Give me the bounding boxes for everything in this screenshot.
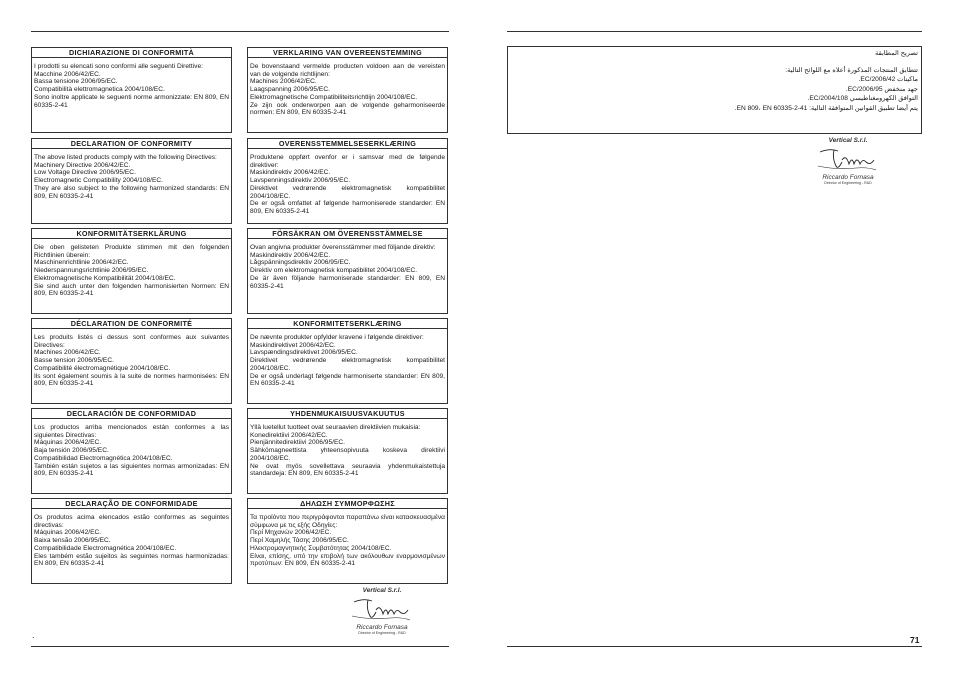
declaration-portuguese (31, 498, 232, 584)
bottom-rule-right (507, 646, 922, 647)
section-body: De bovenstaand vermelde producten voldoen aan de vereisten van de volgende richtlijnen: Machines 2006/42/EC. Laagspanning 2006/95/EC. Elektromagnetische Compatibiliteitsrichtlijn 2004/108/EC. Ze zijn ook onderworpen aan de volgende geharmoniseerde normen: EN 809, EN 60335-2-41 (250, 63, 445, 117)
declaration-arabic (507, 46, 922, 134)
section-body: Los productos arriba mencionados están conformes a las siguientes Directivas: Máquinas 2006/42/EC. Baja tensión 2006/95/EC. Compatibilidad Electromagnética 2004/108/EC. También están sujetos a las siguientes normas armonizadas: EN 809, EN 60335-2-41 (34, 424, 229, 478)
section-title: YHDENMUKAISUUSVAKUUTUS (248, 409, 447, 419)
section-body: Produktene oppført ovenfor er i samsvar med de følgende direktiver: Maskindirektiv 2006/42/EC. Lavspenningsdirektiv 2006/95/EC. Direktivet vedrørende elektromagnetisk kompatibilitet 2004/108/EC. De er også omfattet af følgende harmoniserede standarder: EN 809, EN 60335-2-41 (250, 154, 445, 215)
footer-left-mark: . (32, 630, 35, 640)
signature-icon (816, 144, 880, 174)
section-title: KONFORMITETSERKLÆRING (248, 319, 447, 329)
company-name: Vertical S.r.l. (828, 137, 868, 144)
section-body: I prodotti su elencati sono conformi alle seguenti Direttive: Macchine 2006/42/EC. Bassa tensione 2006/95/EC. Compatibilità elettromagnetica 2004/108/EC. Sono inoltre applicate le seguenti norme armonizzate: EN 809, EN 60335-2-41 (34, 63, 229, 109)
declaration-italian (31, 47, 232, 133)
top-rule-right (507, 31, 922, 32)
declaration-german (31, 228, 232, 314)
section-body: Die oben gelisteten Produkte stimmen mit den folgenden Richtlinien überein: Maschinenrichtlinie 2006/42/EC. Niederspannungsrichtlinie 2006/95/EC. Elektromagnetische Kompatibilität 2004/108/EC. Sie sind auch unter den folgenden harmonisierten Normen: EN 809, EN 60335-2-41 (34, 244, 229, 298)
section-title: DÉCLARATION DE CONFORMITÉ (32, 319, 231, 329)
declaration-dutch (247, 47, 448, 133)
declaration-finnish (247, 408, 448, 494)
company-name: Vertical S.r.l. (362, 587, 402, 594)
signer-role: Director of Engineering - R&D (358, 631, 406, 635)
section-body: Les produits listés ci dessus sont conformes aux suivantes Directives: Machines 2006/42/EC. Basse tension 2006/95/EC. Compatibilité électromagnétique 2004/108/EC. Ils sont également soumis à la suite de normes harmonisées: EN 809, EN 60335-2-41 (34, 334, 229, 388)
signature-block-left (342, 587, 422, 635)
signer-role: Director of Engineering - R&D (824, 181, 872, 185)
arabic-title: تصريح المطابقة (875, 50, 918, 57)
section-body: The above listed products comply with the following Directives: Machinery Directive 2006/42/EC. Low Voltage Directive 2006/95/EC. Electromagnetic Compatibility 2004/108/EC. They are also subject to the following harmonized standards: EN 809, EN 60335-2-41 (34, 154, 229, 200)
section-title: DICHIARAZIONE DI CONFORMITÀ (32, 48, 231, 58)
signer-name: Riccardo Fornasa (356, 624, 408, 631)
section-title: ΔΗΛΩΣΗ ΣΥΜΜΟΡΦΩΣΗΣ (248, 499, 447, 509)
section-title: OVERENSSTEMMELSESERKLÆRING (248, 139, 447, 149)
section-body: Τα προϊόντα που περιγράφονται παραπάνω είναι κατασκευασμένα σύμφωνα με τις εξής Οδηγίες: Περί Μηχανών 2006/42/EC. Περί Χαμηλής Τάσης 2006/95/EC. Ηλεκτρομαγνητικής Συμβατότητας 2004/108/EC. Είναι, επίσης, υπό την επιβολή των ακόλουθων εναρμονισμένων προτύπων: EN 809, EN 60335-2-41 (250, 514, 445, 568)
section-title: FÖRSÄKRAN OM ÖVERENSSTÄMMELSE (248, 229, 447, 239)
section-title: KONFORMITÄTSERKLÄRUNG (32, 229, 231, 239)
declaration-french (31, 318, 232, 404)
declaration-norwegian (247, 138, 448, 224)
arabic-body: تتطابق المنتجات المذكورة أعلاه مع اللوائح التالية: ماكينات 2006/42/EC. جهد منخفض 2006/95/EC. التوافق الكهرومغناطيسي 2004/108/EC. يتم أيضا تطبيق القوانين المتوافقة التالية: EN 809، EN 60335-2-41. (734, 66, 918, 112)
page-number: 71 (910, 635, 920, 645)
declaration-danish (247, 318, 448, 404)
declaration-greek (247, 498, 448, 584)
declaration-spanish (31, 408, 232, 494)
section-body: Ovan angivna produkter överensstämmer med följande direktiv: Maskindirektiv 2006/42/EC. Lågspänningsdirektiv 2006/95/EC. Direktiv om elektromagnetisk kompatibilitet 2004/108/EC. De är även följande harmoniserade standarder: EN 809, EN 60335-2-41 (250, 244, 445, 290)
declaration-english (31, 138, 232, 224)
signature-block-right (808, 137, 888, 185)
signer-name: Riccardo Fornasa (822, 174, 874, 181)
section-body: De nævnte produkter opfylder kravene i følgende direktiver: Maskindirektivet 2006/42/EC. Lavspændingsdirektivet 2006/95/EC. Direktivet vedrørende elektromagnetisk kompatibilitet 2004/108/EC. De er også underlagt følgende harmoniserte standarder: EN 809, EN 60335-2-41 (250, 334, 445, 388)
section-title: VERKLARING VAN OVEREENSTEMMING (248, 48, 447, 58)
section-title: DECLARAÇÃO DE CONFORMIDADE (32, 499, 231, 509)
declaration-swedish (247, 228, 448, 314)
signature-icon (350, 594, 414, 624)
section-body: Os produtos acima elencados estão conformes as seguintes directivas: Máquinas 2006/42/EC. Baixa tensão 2006/95/EC. Compatibilidade Electromagnética 2004/108/EC. Eles também estão sujeitos às seguintes normas harmonizadas: EN 809, EN 60335-2-41 (34, 514, 229, 568)
top-rule-left (31, 31, 449, 32)
section-title: DECLARACIÓN DE CONFORMIDAD (32, 409, 231, 419)
bottom-rule-left (31, 646, 449, 647)
section-body: Yllä luetellut tuotteet ovat seuraavien direktiivien mukaisia: Konedirektiivi 2006/42/EC. Pienjännitedirektiivi 2006/95/EC. Sähkömagneettista yhteensopivuuta koskeva direktiivi 2004/108/EC. Ne ovat myös sovellettava seuraavia yhdenmukaistettuja standardeja: EN 809, EN 60335-2-41 (250, 424, 445, 478)
section-title: DECLARATION OF CONFORMITY (32, 139, 231, 149)
